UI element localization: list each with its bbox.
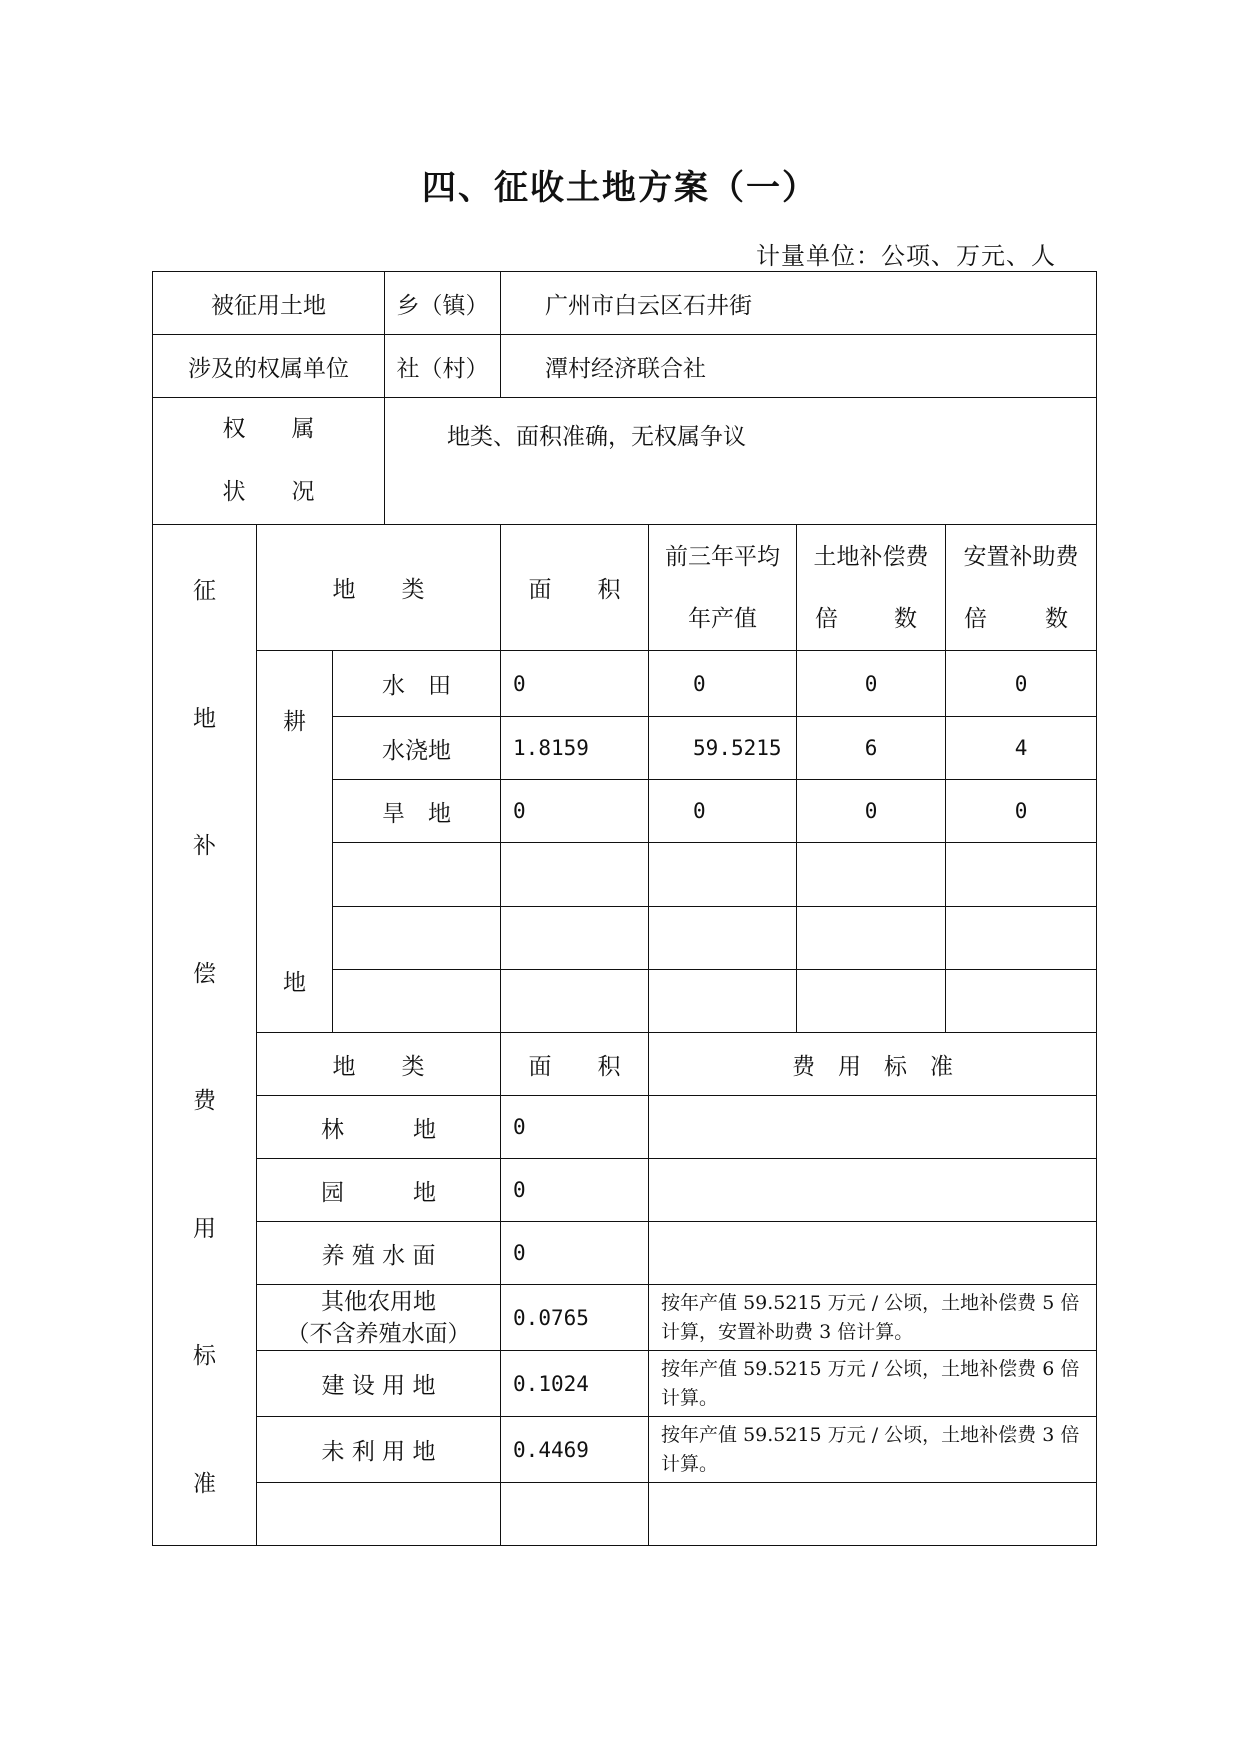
other-standard	[649, 1222, 1097, 1285]
arable-label-top: 耕	[283, 708, 306, 735]
empty-cell	[333, 906, 501, 969]
other-area: 0	[501, 1096, 649, 1159]
arable-area: 1.8159	[501, 717, 649, 780]
other-type-line2: （不含养殖水面）	[286, 1320, 471, 1347]
page-title: 四、征收土地方案（一）	[422, 168, 818, 208]
other-area: 0.0765	[501, 1285, 649, 1351]
other-type: 园 地	[257, 1159, 501, 1222]
side-char-8: 准	[193, 1470, 216, 1497]
table-row	[153, 1222, 1097, 1285]
table-row	[153, 1096, 1097, 1159]
arable-output: 59.5215	[649, 717, 797, 780]
measurement-unit: 计量单位：公项、万元、人	[756, 242, 1056, 270]
other-type	[257, 1285, 501, 1351]
arable-area: 0	[501, 651, 649, 717]
table-row	[153, 1285, 1097, 1351]
arable-land-mult: 0	[797, 780, 946, 843]
other-standard	[649, 1159, 1097, 1222]
empty-cell	[649, 1483, 1097, 1546]
header-resettle-line2a: 倍	[964, 605, 988, 632]
ownership-status-label	[153, 398, 385, 525]
header-avg-output	[649, 525, 797, 651]
header-avg-output-line2: 年产值	[688, 605, 758, 632]
other-area: 0.1024	[501, 1351, 649, 1417]
header-land-type: 地 类	[257, 525, 501, 651]
other-standard	[649, 1096, 1097, 1159]
empty-cell	[501, 1483, 649, 1546]
arable-land-mult: 6	[797, 717, 946, 780]
header-land-comp	[797, 525, 946, 651]
empty-cell	[649, 969, 797, 1032]
empty-cell	[257, 1483, 501, 1546]
other-type: 未 利 用 地	[257, 1417, 501, 1483]
header-resettle	[946, 525, 1097, 651]
other-header-land-type: 地 类	[257, 1033, 501, 1096]
empty-cell	[797, 843, 946, 906]
ownership-status-label-line1: 权 属	[222, 416, 315, 442]
empty-cell	[333, 843, 501, 906]
empty-cell	[797, 969, 946, 1032]
town-value: 广州市白云区石井街	[501, 272, 1097, 335]
ownership-status-label-line2: 状 况	[222, 479, 315, 505]
empty-cell	[946, 843, 1097, 906]
other-type-line1: 其他农用地	[321, 1288, 437, 1315]
arable-type: 水浇地	[333, 717, 501, 780]
other-area: 0.4469	[501, 1417, 649, 1483]
header-avg-output-line1: 前三年平均	[665, 543, 781, 570]
arable-resettle-mult: 0	[946, 651, 1097, 717]
other-area: 0	[501, 1222, 649, 1285]
side-char-7: 标	[193, 1343, 216, 1370]
side-char-4: 偿	[193, 960, 216, 987]
header-land-comp-line1: 土地补偿费	[813, 543, 929, 570]
header-land-comp-line2b: 数	[894, 605, 918, 632]
table-row	[153, 651, 1097, 717]
arable-type: 水 田	[333, 651, 501, 717]
other-header-standard: 费 用 标 准	[649, 1033, 1097, 1096]
other-standard: 按年产值 59.5215 万元 / 公顷，土地补偿费 3 倍计算。	[649, 1417, 1097, 1483]
empty-cell	[649, 906, 797, 969]
empty-cell	[649, 843, 797, 906]
other-standard: 按年产值 59.5215 万元 / 公顷，土地补偿费 6 倍计算。	[649, 1351, 1097, 1417]
empty-cell	[501, 969, 649, 1032]
other-header-area: 面 积	[501, 1033, 649, 1096]
header-resettle-line2b: 数	[1045, 605, 1069, 632]
empty-cell	[501, 843, 649, 906]
land-acquisition-table	[152, 271, 1097, 1546]
town-label: 乡（镇）	[385, 272, 501, 335]
arable-output: 0	[649, 780, 797, 843]
side-char-5: 费	[193, 1088, 216, 1115]
header-resettle-line1: 安置补助费	[963, 543, 1079, 570]
other-standard: 按年产值 59.5215 万元 / 公顷，土地补偿费 5 倍计算，安置补助费 3 倍计算。	[649, 1285, 1097, 1351]
header-area: 面 积	[501, 525, 649, 651]
ownership-unit-label-line1: 被征用土地	[153, 272, 385, 335]
empty-cell	[797, 906, 946, 969]
ownership-status-value-cell	[385, 398, 1097, 525]
arable-area: 0	[501, 780, 649, 843]
other-type: 建 设 用 地	[257, 1351, 501, 1417]
other-type: 养 殖 水 面	[257, 1222, 501, 1285]
header-land-comp-line2a: 倍	[815, 605, 839, 632]
side-char-3: 补	[193, 833, 216, 860]
arable-resettle-mult: 0	[946, 780, 1097, 843]
empty-cell	[501, 906, 649, 969]
ownership-status-value: 地类、面积准确，无权属争议	[447, 424, 747, 450]
side-char-1: 征	[193, 578, 216, 605]
village-value: 潭村经济联合社	[501, 335, 1097, 398]
arable-output: 0	[649, 651, 797, 717]
arable-label-bottom: 地	[283, 969, 306, 996]
empty-cell	[333, 969, 501, 1032]
header-resettle-line2	[946, 588, 1096, 650]
header-land-comp-line2	[797, 588, 945, 650]
table-row	[153, 1351, 1097, 1417]
empty-cell	[946, 969, 1097, 1032]
table-row	[153, 1159, 1097, 1222]
village-label: 社（村）	[385, 335, 501, 398]
arable-label	[257, 651, 333, 1033]
empty-row	[153, 1483, 1097, 1546]
ownership-unit-label-line2: 涉及的权属单位	[153, 335, 385, 398]
arable-land-mult: 0	[797, 651, 946, 717]
arable-resettle-mult: 4	[946, 717, 1097, 780]
other-type: 林 地	[257, 1096, 501, 1159]
side-char-2: 地	[193, 705, 216, 732]
compensation-side-label	[153, 525, 257, 1546]
other-area: 0	[501, 1159, 649, 1222]
arable-type: 旱 地	[333, 780, 501, 843]
side-char-6: 用	[193, 1215, 216, 1242]
table-row	[153, 1417, 1097, 1483]
empty-cell	[946, 906, 1097, 969]
